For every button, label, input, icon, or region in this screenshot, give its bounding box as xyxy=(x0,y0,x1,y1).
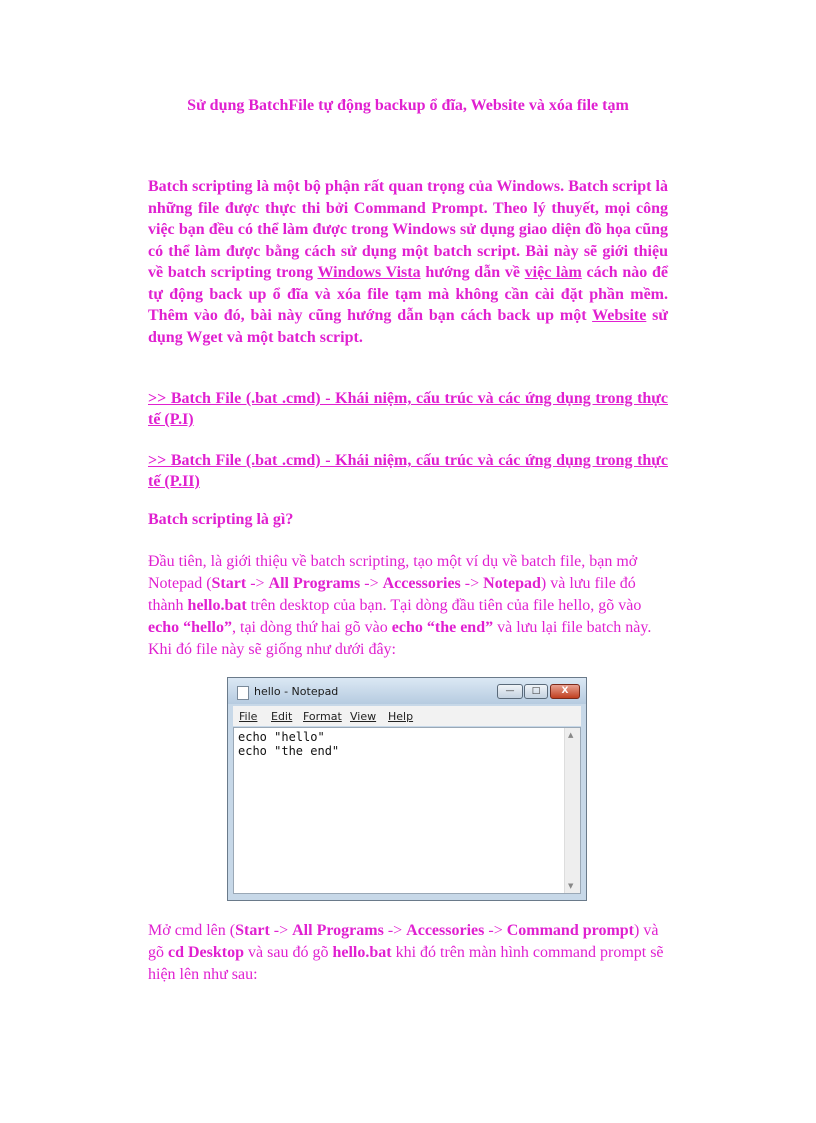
notepad-window-title: hello - Notepad xyxy=(254,685,339,698)
section-heading: Batch scripting là gì? xyxy=(148,511,294,528)
text-line-2: echo "the end" xyxy=(238,744,340,758)
notepad-app-icon xyxy=(237,686,249,700)
menu-help[interactable]: Help xyxy=(388,710,414,723)
notepad-text-area[interactable] xyxy=(233,727,581,894)
link-windows-vista[interactable]: Windows Vista xyxy=(317,264,421,281)
batch-file-link-p2[interactable]: >> Batch File (.bat .cmd) - Khái niệm, cấu trúc và các ứng dụng trong thực tế (P.II) xyxy=(148,452,668,490)
maximize-button[interactable]: □ xyxy=(524,684,548,699)
menu-file[interactable]: File xyxy=(239,710,258,723)
menu-format[interactable]: Format xyxy=(303,710,342,723)
document-title: Sử dụng BatchFile tự động backup ổ đĩa, Website và xóa file tạm xyxy=(187,97,629,114)
scroll-up-arrow-icon[interactable]: ▲ xyxy=(568,731,574,739)
paragraph-open-cmd: Mở cmd lên (Start -> All Programs -> Accessories -> Command prompt) và gõ cd Desktop và sau đó gõ hello.bat khi đó trên màn hình command prompt sẽ hiện lên như sau: xyxy=(148,922,664,983)
close-button[interactable]: X xyxy=(550,684,580,699)
scroll-down-arrow-icon[interactable]: ▼ xyxy=(568,882,574,890)
paragraph-create-batch: Đầu tiên, là giới thiệu về batch scripting, tạo một ví dụ về batch file, bạn mở Notepad (Start -> All Programs -> Accessories -> Notepad) và lưu file đó thành hello.bat trên desktop của bạn. Tại dòng đầu tiên của file hello, gõ vào echo “hello”, tại dòng thứ hai gõ vào echo “the end” và lưu lại file batch này. Khi đó file này sẽ giống như dưới đây: xyxy=(148,553,652,658)
related-link-part-1 xyxy=(148,388,668,430)
link-website[interactable]: Website xyxy=(592,307,647,324)
notepad-menu-bar xyxy=(233,706,581,726)
link-viec-lam[interactable]: việc làm xyxy=(524,264,582,281)
notepad-title-bar xyxy=(228,678,586,704)
menu-edit[interactable]: Edit xyxy=(271,710,293,723)
menu-view[interactable]: View xyxy=(350,710,377,723)
vertical-scrollbar[interactable] xyxy=(564,728,580,893)
text-line-1: echo "hello" xyxy=(238,730,325,744)
minimize-button[interactable]: — xyxy=(497,684,523,699)
notepad-window-screenshot xyxy=(227,677,587,901)
batch-file-link-p1[interactable]: >> Batch File (.bat .cmd) - Khái niệm, cấu trúc và các ứng dụng trong thực tế (P.I) xyxy=(148,390,668,428)
intro-paragraph: Batch scripting là một bộ phận rất quan trọng của Windows. Batch script là những file được thực thi bởi Command Prompt. Theo lý thuyết, mọi công việc bạn đều có thể làm được trong Windows sử dụng giao diện đồ họa cũng có thể làm được bằng cách sử dụng một batch script. Bài này sẽ giới thiệu về batch scripting trong Windows Vista hướng dẫn về việc làm cách nào để tự động back up ổ đĩa và xóa file tạm mà không cần cài đặt phần mềm. Thêm vào đó, bài này cũng hướng dẫn bạn cách back up một Website sử dụng Wget và một batch script. xyxy=(148,178,669,346)
related-link-part-2 xyxy=(148,450,668,492)
